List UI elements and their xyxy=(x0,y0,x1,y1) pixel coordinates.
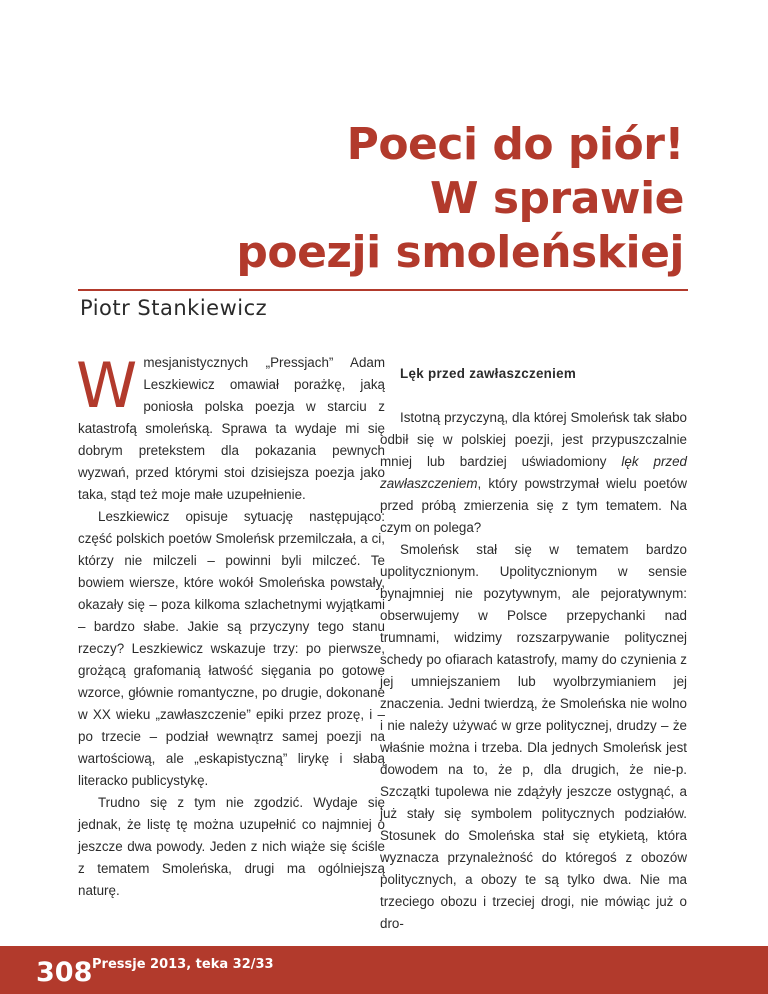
title-line-1: Poeci do piór! xyxy=(346,119,684,170)
section-paragraph-1-start: Istotną przyczyną, dla której Smoleńsk tak słabo odbił się w polskiej poezji, jest przypuszczalnie mniej lub bardziej uświadomiony xyxy=(380,410,687,469)
intro-paragraph-text: mesjanistycznych „Pressjach” Adam Leszkiewicz omawiał porażkę, jaką poniosła polska poezja w starciu z katastrofą smoleńską. Sprawa ta wydaje mi się dobrym pretekstem dla pokazania pewnych wyzwań, przed którymi stoi dzisiejsza poezja jako taka, stąd też moje małe uzupełnienie. xyxy=(78,355,385,502)
author-name: Piotr Stankiewicz xyxy=(80,296,268,320)
title-divider xyxy=(78,289,688,291)
article-title xyxy=(124,118,684,280)
intro-paragraph xyxy=(76,349,385,506)
drop-cap: W xyxy=(76,349,138,422)
right-column xyxy=(380,352,687,935)
journal-citation: Pressje 2013, teka 32/33 xyxy=(92,957,274,972)
title-line-2: W sprawie xyxy=(430,173,684,224)
section-paragraph-2: Smoleńsk stał się w tematem bardzo upolitycznionym. Upolitycznionym w sensie bynajmniej nie pozytywnym, ale pejoratywnym: obserwujemy w Polsce przepychanki nad trumnami, widzimy rozszarpywanie politycznej schedy po ofiarach katastrofy, mamy do czynienia z jej umniejszaniem lub wyolbrzymianiem jej znaczenia. Jedni twierdzą, że Smoleńska nie wolno i nie należy używać w grze politycznej, drudzy – że właśnie można i trzeba. Dla jednych Smoleńsk jest dowodem na to, że p, dla drugich, że nie-p. Szczątki tupolewa nie zdążyły jeszcze ostygnąć, a już stały się symbolem politycznych podziałów. Stosunek do Smoleńska stał się etykietą, która wyznacza przynależność do któregoś z obozów politycznych, a obozy te są tylko dwa. Nie ma trzeciego obozu i trzeciej drogi, nie mówiąc już o dro- xyxy=(380,542,687,931)
body-paragraph-2: Leszkiewicz opisuje sytuację następująco: część polskich poetów Smoleńsk przemilczała, a ci, którzy nie milczeli – powinni byli milczeć. Te bowiem wiersze, które wokół Smoleńska powstały, okazały się – poza kilkoma szlachetnymi wyjątkami – bardzo słabe. Jakie są przyczyny tego stanu rzeczy? Leszkiewicz wskazuje trzy: po pierwsze, grożącą grafomanią łatwość sięgania po gotowe wzorce, głównie romantyczne, po drugie, dokonane w XX wieku „zawłaszczenie” epiki przez prozę, i – po trzecie – podział wewnątrz samej poezji na wartościową, ale „eskapistyczną” lirykę i słabą literacko publicystykę. xyxy=(78,509,385,788)
left-column xyxy=(76,349,385,902)
body-paragraph-3: Trudno się z tym nie zgodzić. Wydaje się jednak, że listę tę można uzupełnić co najmniej o jeszcze dwa powody. Jeden z nich wiąże się ściśle z tematem Smoleńska, drugi ma ogólniejszą naturę. xyxy=(78,795,385,898)
title-line-3: poezji smoleńskiej xyxy=(236,227,684,278)
section-paragraph-1 xyxy=(380,407,687,539)
section-paragraph-1-end: , który powstrzymał wielu poetów przed próbą zmierzenia się z tym tematem. Na czym on polega? xyxy=(380,476,687,535)
section-heading: Lęk przed zawłaszczeniem xyxy=(400,366,577,381)
emphasis-phrase: lęk przed zawłaszczeniem xyxy=(380,454,687,491)
page-number: 308 xyxy=(36,957,93,988)
